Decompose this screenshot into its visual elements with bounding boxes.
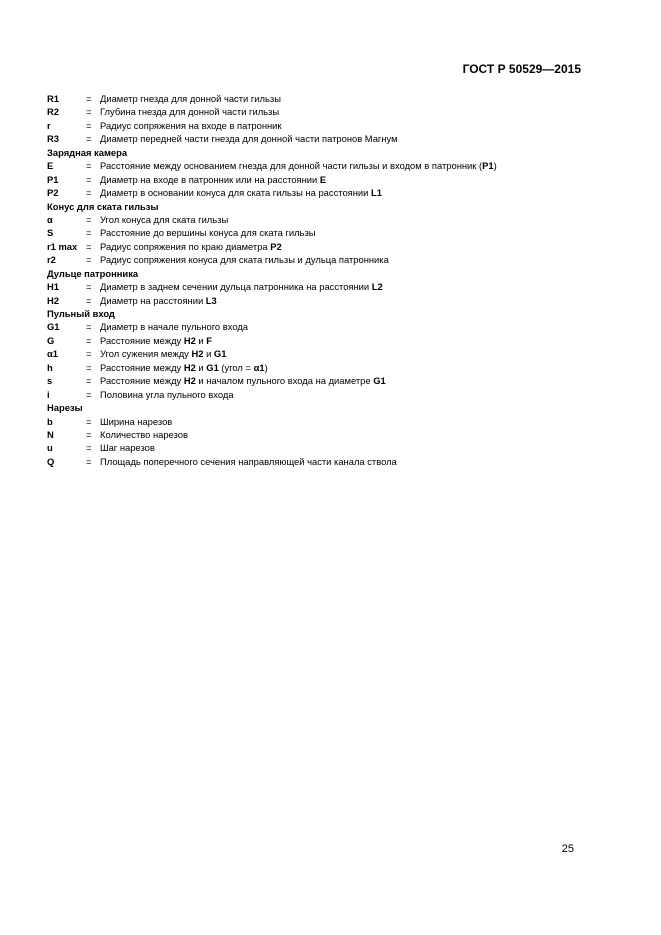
- symbol-reference: P2: [270, 240, 282, 252]
- definition-text: [100, 93, 281, 104]
- definition-symbol: α: [47, 213, 53, 225]
- definition-text-part: Расстояние до вершины конуса для ската гильзы: [100, 227, 316, 239]
- definition-text-part: и: [195, 334, 207, 346]
- definitions-list: [47, 93, 587, 469]
- equals-sign: =: [86, 388, 92, 400]
- equals-sign: =: [86, 93, 92, 104]
- equals-sign: =: [86, 240, 92, 252]
- section-heading: Нарезы: [47, 402, 83, 414]
- definition-text-part: и началом пульного входа на диаметре: [195, 375, 374, 387]
- definition-row: [47, 295, 587, 308]
- definition-text-part: Шаг нарезов: [100, 442, 155, 454]
- section-heading: Пульный вход: [47, 308, 115, 319]
- definition-symbol: u: [47, 442, 53, 454]
- definition-row: [47, 254, 587, 267]
- symbol-reference: G1: [206, 361, 219, 373]
- definition-text-part: Половина угла пульного входа: [100, 388, 234, 400]
- equals-sign: =: [86, 442, 92, 454]
- definition-symbol: α1: [47, 348, 58, 360]
- definition-symbol: r2: [47, 254, 56, 266]
- definition-symbol: R3: [47, 133, 59, 145]
- equals-sign: =: [86, 334, 92, 346]
- definition-text-part: Диаметр на расстоянии: [100, 294, 206, 306]
- equals-sign: =: [86, 428, 92, 440]
- definition-symbol: r1 max: [47, 240, 78, 252]
- definition-symbol: N: [47, 428, 54, 440]
- definition-row: [47, 187, 587, 200]
- definition-symbol: E: [47, 160, 54, 172]
- definition-symbol: H1: [47, 281, 59, 293]
- section-heading: Зарядная камера: [47, 146, 128, 158]
- definition-symbol: R2: [47, 106, 59, 118]
- definition-text-part: ): [493, 160, 497, 172]
- definition-symbol: r: [47, 119, 51, 131]
- equals-sign: =: [86, 455, 92, 467]
- definition-text: [100, 335, 212, 346]
- definition-text-part: Расстояние между основанием гнезда для донной части гильзы и входом в патронник (: [100, 160, 483, 172]
- definition-row: [47, 241, 587, 254]
- definition-symbol: S: [47, 227, 54, 239]
- definition-text: [100, 456, 397, 467]
- definition-text-part: Площадь поперечного сечения направляющей части канала ствола: [100, 455, 397, 467]
- symbol-reference: P1: [482, 160, 494, 172]
- definition-text: [100, 321, 248, 332]
- definition-text-part: Радиус сопряжения по краю диаметра: [100, 240, 271, 252]
- equals-sign: =: [86, 415, 92, 427]
- symbol-reference: F: [206, 334, 213, 346]
- equals-sign: =: [86, 281, 92, 293]
- definition-text: [100, 214, 228, 225]
- definition-text: [100, 174, 326, 185]
- definition-text: [100, 362, 268, 373]
- definition-row: [47, 429, 587, 442]
- symbol-reference: E: [319, 173, 327, 185]
- definition-text-part: Ширина нарезов: [100, 415, 173, 427]
- definition-text: [100, 106, 279, 117]
- definition-row: [47, 321, 587, 334]
- definition-row: [47, 375, 587, 388]
- definition-text-part: Диаметр в заднем сечении дульца патронника на расстоянии: [100, 281, 372, 293]
- definition-text-part: Диаметр на входе в патронник или на расстоянии: [100, 173, 320, 185]
- equals-sign: =: [86, 119, 92, 131]
- definition-text: [100, 348, 226, 359]
- symbol-reference: H2: [183, 361, 196, 373]
- definition-text-part: Расстояние между: [100, 334, 184, 346]
- symbol-reference: L2: [371, 281, 383, 293]
- definition-symbol: b: [47, 415, 53, 427]
- equals-sign: =: [86, 254, 92, 266]
- definition-text: [100, 133, 398, 144]
- definition-text-part: ): [264, 361, 268, 373]
- definition-row: [47, 93, 587, 106]
- symbol-reference: H2: [183, 375, 196, 387]
- definition-text-part: Диаметр гнезда для донной части гильзы: [100, 93, 281, 104]
- definition-text-part: Диаметр в начале пульного входа: [100, 321, 249, 333]
- definition-symbol: s: [47, 375, 53, 387]
- definition-symbol: P1: [47, 173, 59, 185]
- symbol-reference: L3: [205, 294, 217, 306]
- symbol-reference: G1: [373, 375, 386, 387]
- definition-symbol: H2: [47, 294, 59, 306]
- definition-row: [47, 120, 587, 133]
- definition-text-part: и: [203, 348, 214, 360]
- equals-sign: =: [86, 321, 92, 333]
- definition-symbol: R1: [47, 93, 59, 104]
- definition-text: [100, 254, 389, 265]
- definition-row: [47, 416, 587, 429]
- definition-row: [47, 174, 587, 187]
- definition-row: [47, 281, 587, 294]
- section-heading: Конус для ската гильзы: [47, 200, 159, 212]
- equals-sign: =: [86, 173, 92, 185]
- equals-sign: =: [86, 227, 92, 239]
- equals-sign: =: [86, 213, 92, 225]
- page-number: 25: [561, 843, 574, 855]
- definition-text: [100, 241, 282, 252]
- definition-text: [100, 442, 155, 453]
- equals-sign: =: [86, 106, 92, 118]
- equals-sign: =: [86, 294, 92, 306]
- definition-row: [47, 106, 587, 119]
- definition-row: [47, 442, 587, 455]
- equals-sign: =: [86, 361, 92, 373]
- definition-text-part: Диаметр в основании конуса для ската гильзы на расстоянии: [100, 187, 371, 199]
- equals-sign: =: [86, 133, 92, 145]
- definition-text-part: Расстояние между: [100, 375, 184, 387]
- definition-row: [47, 214, 587, 227]
- definition-text: [100, 160, 497, 171]
- definition-symbol: i: [47, 388, 50, 400]
- definition-text: [100, 187, 382, 198]
- definition-row: [47, 160, 587, 173]
- definition-symbol: G1: [47, 321, 60, 333]
- definition-text-part: Радиус сопряжения конуса для ската гильзы и дульца патронника: [100, 254, 389, 266]
- definition-symbol: P2: [47, 187, 59, 199]
- definition-text: [100, 281, 383, 292]
- definition-symbol: Q: [47, 455, 55, 467]
- definition-symbol: h: [47, 361, 53, 373]
- definition-text: [100, 389, 234, 400]
- section-heading: Дульце патронника: [47, 267, 139, 279]
- definition-text: [100, 416, 172, 427]
- symbol-reference: α1: [253, 361, 265, 373]
- definition-text: [100, 227, 315, 238]
- definition-symbol: G: [47, 334, 55, 346]
- definition-text: [100, 295, 217, 306]
- symbol-reference: L1: [371, 187, 382, 199]
- equals-sign: =: [86, 187, 92, 199]
- symbol-reference: H2: [183, 334, 196, 346]
- definition-text-part: и: [195, 361, 207, 373]
- definition-row: [47, 456, 587, 469]
- definition-text-part: Радиус сопряжения на входе в патронник: [100, 119, 282, 131]
- definition-text-part: Количество нарезов: [100, 428, 188, 440]
- symbol-reference: H2: [191, 348, 204, 360]
- equals-sign: =: [86, 160, 92, 172]
- definition-row: [47, 335, 587, 348]
- definition-row: [47, 133, 587, 146]
- definition-text-part: Угол сужения между: [100, 348, 192, 360]
- definition-row: [47, 362, 587, 375]
- definition-text-part: Расстояние между: [100, 361, 184, 373]
- definition-text-part: Глубина гнезда для донной части гильзы: [100, 106, 280, 118]
- definition-text: [100, 120, 282, 131]
- definition-text-part: (угол =: [218, 361, 254, 373]
- definition-row: [47, 227, 587, 240]
- definition-text-part: Угол конуса для ската гильзы: [100, 213, 229, 225]
- definition-row: [47, 389, 587, 402]
- definition-text-part: Диаметр передней части гнезда для донной части патронов Магнум: [100, 133, 398, 145]
- definition-text: [100, 375, 386, 386]
- standard-header: ГОСТ Р 50529—2015: [462, 62, 581, 76]
- equals-sign: =: [86, 375, 92, 387]
- symbol-reference: G1: [213, 348, 227, 360]
- equals-sign: =: [86, 348, 92, 360]
- definition-text: [100, 429, 188, 440]
- definition-row: [47, 348, 587, 361]
